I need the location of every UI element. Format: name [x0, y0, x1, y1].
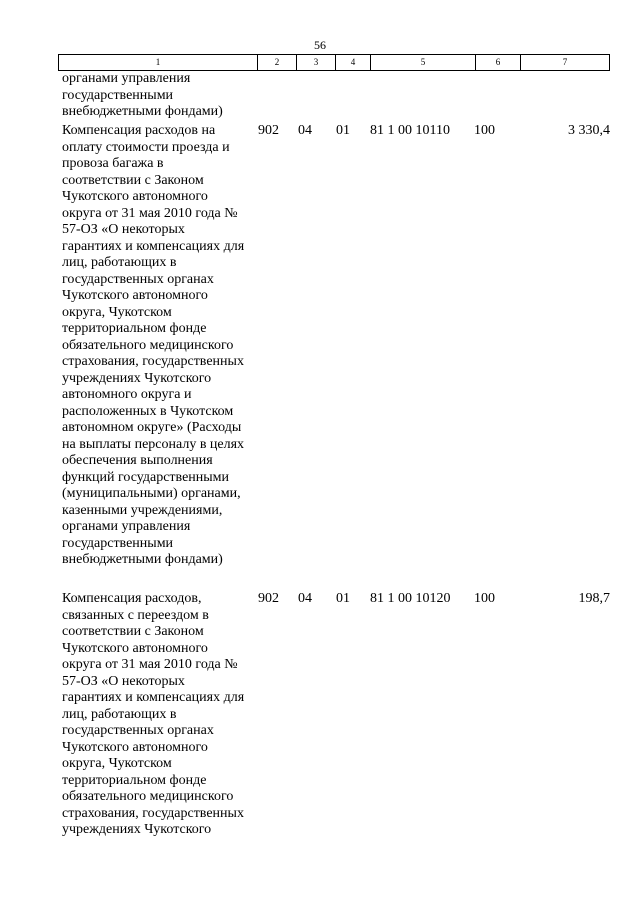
page-number: 56: [314, 38, 326, 52]
expense-description: Компенсация расходов, связанных с переездом в соответствии с Законом Чукотского автономного округа от 31 мая 2010 года № 57-ОЗ «О некоторых гарантиях и компенсациях для лиц, работающих в государственных органах Чукотского автономного округа, Чукотском территориальном фонде обязательного медицинского страхования, государственных учреждениях Чукотского: [62, 591, 245, 837]
subsection-code: 01: [336, 123, 350, 138]
amount-value: 198,7: [578, 591, 610, 606]
subsection-code: 01: [336, 591, 350, 606]
expense-description: Компенсация расходов на оплату стоимости проезда и провоза багажа в соответствии с Законом Чукотского автономного округа от 31 мая 2010 года № 57-ОЗ «О некоторых гарантиях и компенсациях для лиц, работающих в государственных органах Чукотского автономного округа, Чукотском территориальном фонде обязательного медицинского страхования, государственных учреждениях Чукотского автономного округа и расположенных в Чукотском автономном округе» (Расходы на выплаты персоналу в целях обеспечения выполнения функций государственными (муниципальными) органами, казенными учреждениями, органами управления государственными внебюджетными фондами): [62, 123, 245, 567]
column-header-5: 5: [371, 55, 476, 71]
grbs-code: 902: [258, 591, 279, 606]
amount-value: 3 330,4: [568, 123, 610, 138]
column-header-1: 1: [59, 55, 258, 71]
column-header-7: 7: [521, 55, 610, 71]
column-header-6: 6: [476, 55, 521, 71]
grbs-code: 902: [258, 123, 279, 138]
section-code: 04: [298, 591, 312, 606]
column-header-2: 2: [258, 55, 297, 71]
continuation-text: органами управления государственными внебюджетными фондами): [62, 71, 223, 119]
section-code: 04: [298, 123, 312, 138]
column-header-3: 3: [297, 55, 336, 71]
expense-type-code: 100: [474, 591, 495, 606]
expense-type-code: 100: [474, 123, 495, 138]
target-article-code: 81 1 00 10120: [370, 591, 451, 606]
target-article-code: 81 1 00 10110: [370, 123, 450, 138]
column-header-4: 4: [336, 55, 371, 71]
column-header-row: [58, 54, 610, 71]
